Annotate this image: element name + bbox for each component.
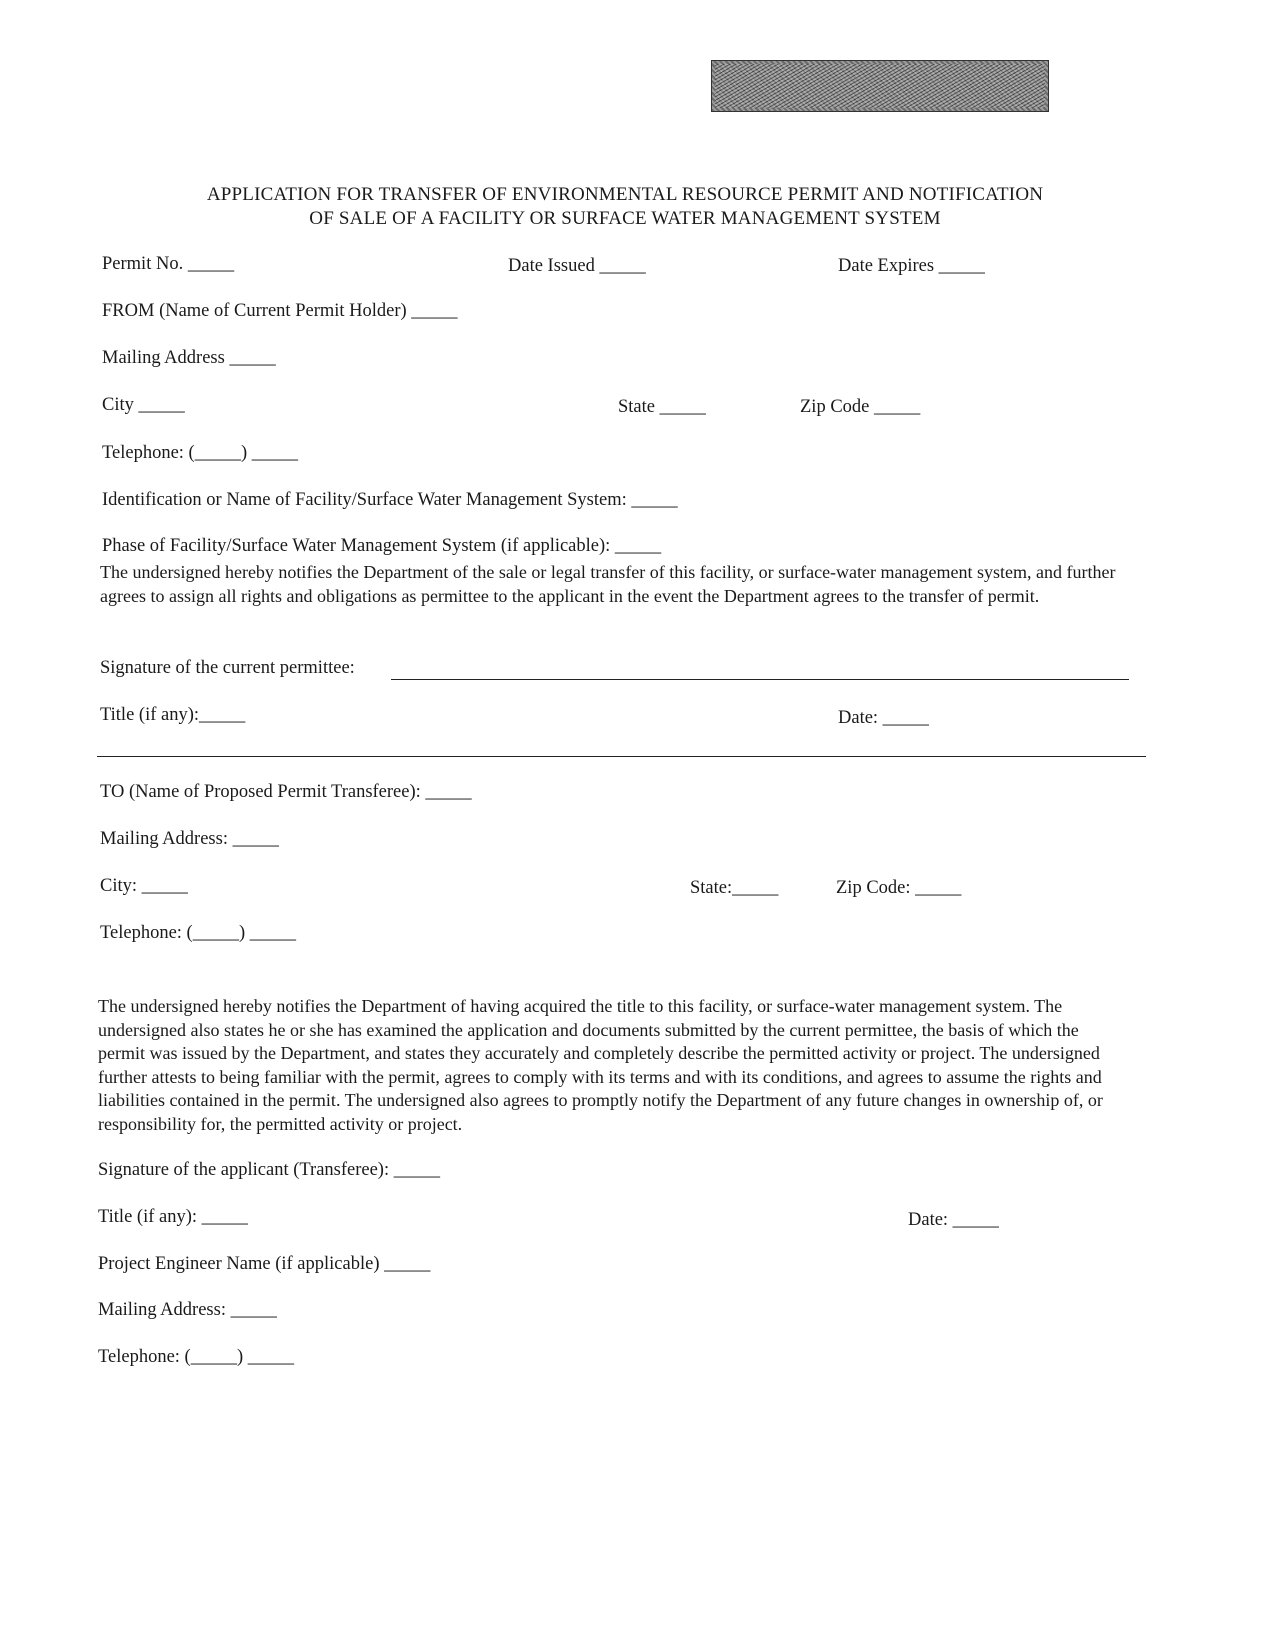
from-date-field[interactable]: Date: _____ [838,708,929,728]
to-city-field[interactable]: City: _____ [100,876,188,896]
to-mailing-address-field[interactable]: Mailing Address: _____ [100,829,279,849]
to-title-field[interactable]: Title (if any): _____ [98,1207,248,1227]
section-divider [97,756,1146,757]
form-title-line2: OF SALE OF A FACILITY OR SURFACE WATER MANAGEMENT SYSTEM [309,208,941,229]
current-permittee-signature-label: Signature of the current permittee: [100,658,355,678]
to-name-field[interactable]: TO (Name of Proposed Permit Transferee): _____ [100,782,472,802]
to-state-field[interactable]: State:_____ [690,878,779,898]
date-issued-field[interactable]: Date Issued _____ [508,256,646,276]
facility-id-field[interactable]: Identification or Name of Facility/Surface Water Management System: _____ [102,490,678,510]
engineer-name-field[interactable]: Project Engineer Name (if applicable) _____ [98,1254,431,1274]
facility-phase-field[interactable]: Phase of Facility/Surface Water Management System (if applicable): _____ [102,536,662,556]
from-notice-paragraph: The undersigned hereby notifies the Department of the sale or legal transfer of this facility, or surface-water management system, and further agrees to assign all rights and obligations as permittee to the applicant in the event the Department agrees to the transfer of permit. [100,562,1116,606]
from-state-field[interactable]: State _____ [618,397,706,417]
from-zip-field[interactable]: Zip Code _____ [800,397,921,417]
from-title-field[interactable]: Title (if any):_____ [100,705,246,725]
from-mailing-address-field[interactable]: Mailing Address _____ [102,348,276,368]
from-name-field[interactable]: FROM (Name of Current Permit Holder) _____ [102,301,458,321]
date-expires-field[interactable]: Date Expires _____ [838,256,985,276]
form-title-line1: APPLICATION FOR TRANSFER OF ENVIRONMENTAL RESOURCE PERMIT AND NOTIFICATION [206,184,1044,205]
to-notice-paragraph: The undersigned hereby notifies the Department of having acquired the title to this facility, or surface-water management system. The undersigned also states he or she has examined the application and documents submitted by the current permittee, the basis of which the permit was issued by the Department, and states they accurately and completely describe the permitted activity or project. The undersigned further attests to being familiar with the permit, agrees to comply with its terms and with its conditions, and agrees to assume the rights and liabilities contained in the permit. The undersigned also agrees to promptly notify the Department of any future changes in ownership of, or responsibility for, the permitted activity or project. [98,996,1103,1134]
to-date-field[interactable]: Date: _____ [908,1210,999,1230]
applicant-signature-field[interactable]: Signature of the applicant (Transferee): _____ [98,1160,440,1180]
form-number-stamp [711,60,1049,112]
signature-line[interactable] [391,679,1129,680]
engineer-mailing-address-field[interactable]: Mailing Address: _____ [98,1300,277,1320]
to-zip-field[interactable]: Zip Code: _____ [836,878,962,898]
permit-no-field[interactable]: Permit No. _____ [102,254,235,274]
from-city-field[interactable]: City _____ [102,395,185,415]
from-telephone-field[interactable]: Telephone: (_____) _____ [102,443,298,463]
engineer-telephone-field[interactable]: Telephone: (_____) _____ [98,1347,294,1367]
stamp-texture [715,64,1045,108]
to-telephone-field[interactable]: Telephone: (_____) _____ [100,923,296,943]
